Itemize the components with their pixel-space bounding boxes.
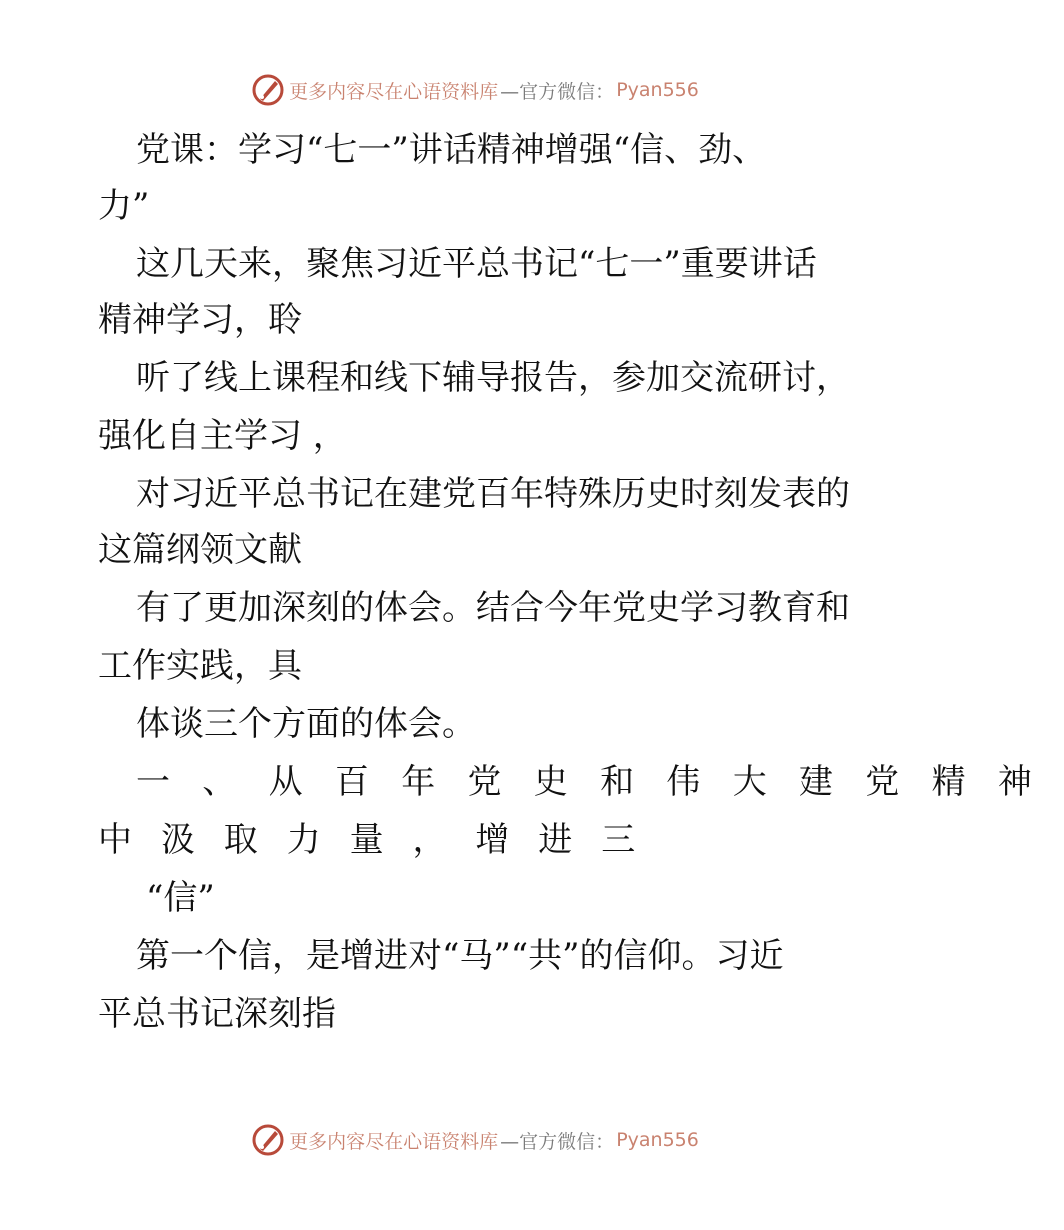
doc-line-title-1: 党课：学习“七一”讲话精神增强“信、劲、: [136, 130, 767, 170]
doc-line: 第一个信，是增进对“马”“共”的信仰。习近: [136, 936, 784, 976]
footer-watermark: [0, 1120, 950, 1160]
watermark-id-text: Pyan556: [616, 1129, 699, 1151]
watermark-main-text: 更多内容尽在心语资料库: [289, 1130, 499, 1153]
doc-line: 体谈三个方面的体会。: [136, 704, 476, 744]
doc-line: 听了线上课程和线下辅导报告，参加交流研讨，: [136, 358, 850, 398]
doc-line-title-2: 力”: [98, 186, 150, 226]
doc-line: 这篇纲领文献: [98, 530, 302, 570]
watermark-main-text: 更多内容尽在心语资料库: [289, 80, 499, 103]
watermark-sub-text: —官方微信：: [500, 80, 615, 103]
doc-line: 这几天来，聚焦习近平总书记“七一”重要讲话: [136, 244, 817, 284]
doc-line: 有了更加深刻的体会。结合今年党史学习教育和: [136, 588, 850, 628]
pen-logo-icon: [251, 1123, 285, 1157]
doc-section-heading-1: 一、从百年党史和伟大建党精神: [136, 762, 1064, 802]
doc-line: 工作实践，具: [98, 646, 302, 686]
watermark-id-text: Pyan556: [616, 79, 699, 101]
doc-line: 平总书记深刻指: [98, 994, 336, 1034]
watermark-sub-text: —官方微信：: [500, 1130, 615, 1153]
doc-section-heading-3: “信”: [146, 878, 215, 918]
doc-line: 对习近平总书记在建党百年特殊历史时刻发表的: [136, 474, 850, 514]
doc-section-heading-2: 中汲取力量，增进三: [98, 820, 665, 860]
doc-line: 精神学习，聆: [98, 300, 302, 340]
doc-line: 强化自主学习 ，: [98, 416, 347, 456]
